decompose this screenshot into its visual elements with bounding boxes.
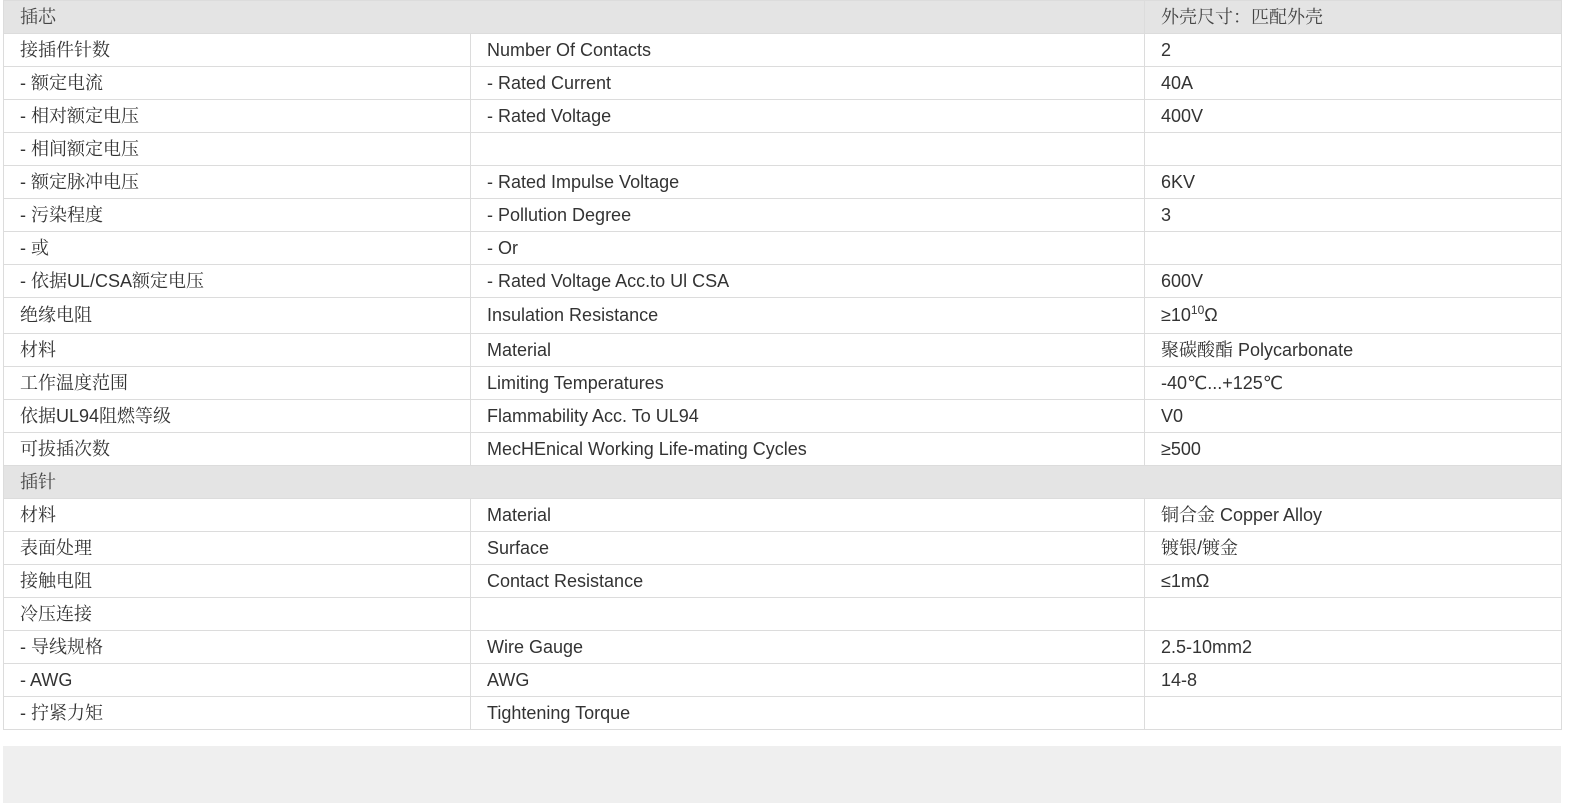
table-row — [4, 367, 1562, 400]
cell-en: - Rated Voltage — [471, 100, 1145, 133]
cell-value: 2 — [1145, 34, 1562, 67]
table-row — [4, 400, 1562, 433]
section-note: 外壳尺寸：匹配外壳 — [1145, 1, 1562, 34]
cell-value — [1145, 133, 1562, 166]
cell-en: - Pollution Degree — [471, 199, 1145, 232]
table-row — [4, 598, 1562, 631]
cell-en: - Rated Impulse Voltage — [471, 166, 1145, 199]
cell-value — [1145, 697, 1562, 730]
cell-zh: 依据UL94阻燃等级 — [4, 400, 471, 433]
cell-value: 400V — [1145, 100, 1562, 133]
cell-value: -40℃...+125℃ — [1145, 367, 1562, 400]
section-title: 插针 — [4, 466, 1562, 499]
table-row — [4, 565, 1562, 598]
cell-en: MecHEnical Working Life-mating Cycles — [471, 433, 1145, 466]
cell-en: - Rated Current — [471, 67, 1145, 100]
cell-value: 600V — [1145, 265, 1562, 298]
cell-value: ≤1mΩ — [1145, 565, 1562, 598]
value-unit: Ω — [1204, 305, 1218, 325]
table-row — [4, 166, 1562, 199]
cell-value: 聚碳酸酯 Polycarbonate — [1145, 334, 1562, 367]
cell-value — [1145, 232, 1562, 265]
table-row — [4, 664, 1562, 697]
cell-en: Contact Resistance — [471, 565, 1145, 598]
cell-zh: 表面处理 — [4, 532, 471, 565]
cell-value: 镀银/镀金 — [1145, 532, 1562, 565]
cell-value: 40A — [1145, 67, 1562, 100]
section-header-pins — [4, 466, 1562, 499]
table-row — [4, 532, 1562, 565]
section-header-core — [4, 1, 1562, 34]
cell-zh: 可拔插次数 — [4, 433, 471, 466]
cell-en: - Rated Voltage Acc.to Ul CSA — [471, 265, 1145, 298]
cell-value: 6KV — [1145, 166, 1562, 199]
footer-area — [3, 746, 1561, 803]
table-row — [4, 34, 1562, 67]
cell-value: 3 — [1145, 199, 1562, 232]
cell-zh: 冷压连接 — [4, 598, 471, 631]
cell-zh: - 相对额定电压 — [4, 100, 471, 133]
cell-zh: 接插件针数 — [4, 34, 471, 67]
cell-value: 铜合金 Copper Alloy — [1145, 499, 1562, 532]
cell-zh: 接触电阻 — [4, 565, 471, 598]
table-row — [4, 232, 1562, 265]
cell-zh: 材料 — [4, 334, 471, 367]
table-row — [4, 67, 1562, 100]
cell-zh: 工作温度范围 — [4, 367, 471, 400]
table-row — [4, 697, 1562, 730]
spec-table-container — [3, 0, 1561, 730]
value-exponent: 10 — [1190, 303, 1205, 317]
cell-en: Number Of Contacts — [471, 34, 1145, 67]
table-row — [4, 334, 1562, 367]
table-row — [4, 433, 1562, 466]
cell-zh: - AWG — [4, 664, 471, 697]
cell-zh: - 导线规格 — [4, 631, 471, 664]
cell-value — [1145, 298, 1562, 334]
table-row — [4, 499, 1562, 532]
cell-en: Limiting Temperatures — [471, 367, 1145, 400]
cell-zh: - 污染程度 — [4, 199, 471, 232]
cell-zh: - 额定电流 — [4, 67, 471, 100]
cell-en — [471, 133, 1145, 166]
table-row — [4, 100, 1562, 133]
cell-value: V0 — [1145, 400, 1562, 433]
cell-zh: - 或 — [4, 232, 471, 265]
table-row — [4, 199, 1562, 232]
cell-zh: 材料 — [4, 499, 471, 532]
cell-en: Surface — [471, 532, 1145, 565]
cell-en — [471, 598, 1145, 631]
table-row-insulation — [4, 298, 1562, 334]
spec-table — [3, 0, 1562, 730]
cell-zh: - 拧紧力矩 — [4, 697, 471, 730]
cell-zh: - 相间额定电压 — [4, 133, 471, 166]
value-base: ≥10 — [1161, 305, 1191, 325]
cell-value: 2.5-10mm2 — [1145, 631, 1562, 664]
cell-en: Material — [471, 334, 1145, 367]
cell-zh: 绝缘电阻 — [4, 298, 471, 334]
table-row — [4, 265, 1562, 298]
table-row — [4, 631, 1562, 664]
cell-value: 14-8 — [1145, 664, 1562, 697]
cell-en: Insulation Resistance — [471, 298, 1145, 334]
cell-value: ≥500 — [1145, 433, 1562, 466]
cell-en: Flammability Acc. To UL94 — [471, 400, 1145, 433]
cell-en: AWG — [471, 664, 1145, 697]
cell-en: Tightening Torque — [471, 697, 1145, 730]
table-row — [4, 133, 1562, 166]
cell-zh: - 额定脉冲电压 — [4, 166, 471, 199]
cell-en: Material — [471, 499, 1145, 532]
cell-value — [1145, 598, 1562, 631]
cell-en: Wire Gauge — [471, 631, 1145, 664]
section-title: 插芯 — [4, 1, 1145, 34]
cell-en: - Or — [471, 232, 1145, 265]
cell-zh: - 依据UL/CSA额定电压 — [4, 265, 471, 298]
